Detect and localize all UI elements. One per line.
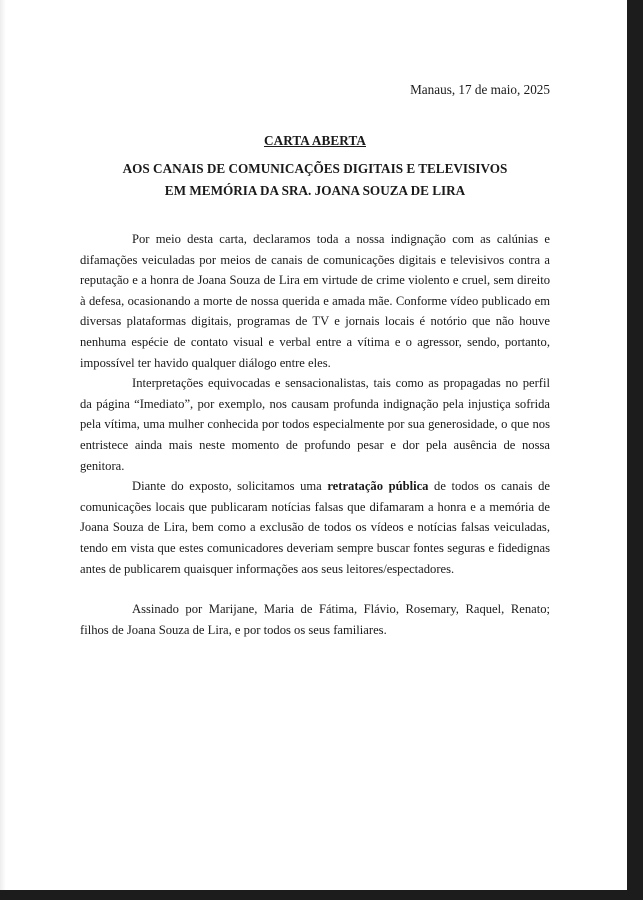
letter-body bbox=[80, 229, 550, 640]
letter-date: Manaus, 17 de maio, 2025 bbox=[410, 82, 550, 97]
letter-subtitle-line2: EM MEMÓRIA DA SRA. JOANA SOUZA DE LIRA bbox=[164, 183, 466, 198]
signature-paragraph: Assinado por Marijane, Maria de Fátima, Flávio, Rosemary, Raquel, Renato; filhos de Joana Souza de Lira, e por todos os seus familiares. bbox=[80, 602, 550, 637]
letter-title: CARTA ABERTA bbox=[263, 133, 366, 148]
paragraph-3-text-start: Diante do exposto, solicitamos uma bbox=[132, 479, 328, 494]
retraction-emphasis: retratação pública bbox=[327, 479, 429, 494]
letter-subtitle-line1: AOS CANAIS DE COMUNICAÇÕES DIGITAIS E TELEVISIVOS bbox=[122, 161, 508, 176]
paragraph-3-text-end: de todos os canais de comunicações locais que publicaram notícias falsas que difamaram a honra e a memória de Joana Souza de Lira, bem como a exclusão de todos os vídeos e notícias falsas veiculadas, tendo em vista que estes comunicadores deveriam sempre buscar fontes seguras e fidedignas antes de publicarem quaisquer informações aos seus leitores/espectadores. bbox=[80, 479, 550, 576]
paragraph-3 bbox=[80, 476, 550, 579]
paragraph-1: Por meio desta carta, declaramos toda a nossa indignação com as calúnias e difamações veiculadas por meios de canais de comunicações digitais e televisivos contra a reputação e a honra de Joana Souza de Lira em virtude de crime violento e cruel, sem direito à defesa, ocasionando a morte de nossa querida e amada mãe. Conforme vídeo publicado em diversas plataformas digitais, programas de TV e jornais locais é notório que não houve nenhuma espécie de contato visual e verbal entre a vítima e o agressor, sendo, portanto, impossível ter havido qualquer diálogo entre eles. bbox=[80, 232, 550, 370]
scan-edge bbox=[0, 0, 6, 890]
paragraph-2: Interpretações equivocadas e sensacionalistas, tais como as propagadas no perfil da página “Imediato”, por exemplo, nos causam profunda indignação pela injustiça sofrida pela vítima, uma mulher conhecida por todos especialmente por sua generosidade, o que nos entristece ainda mais neste momento de profundo pesar e dor pela ausência de nossa genitora. bbox=[80, 376, 550, 473]
